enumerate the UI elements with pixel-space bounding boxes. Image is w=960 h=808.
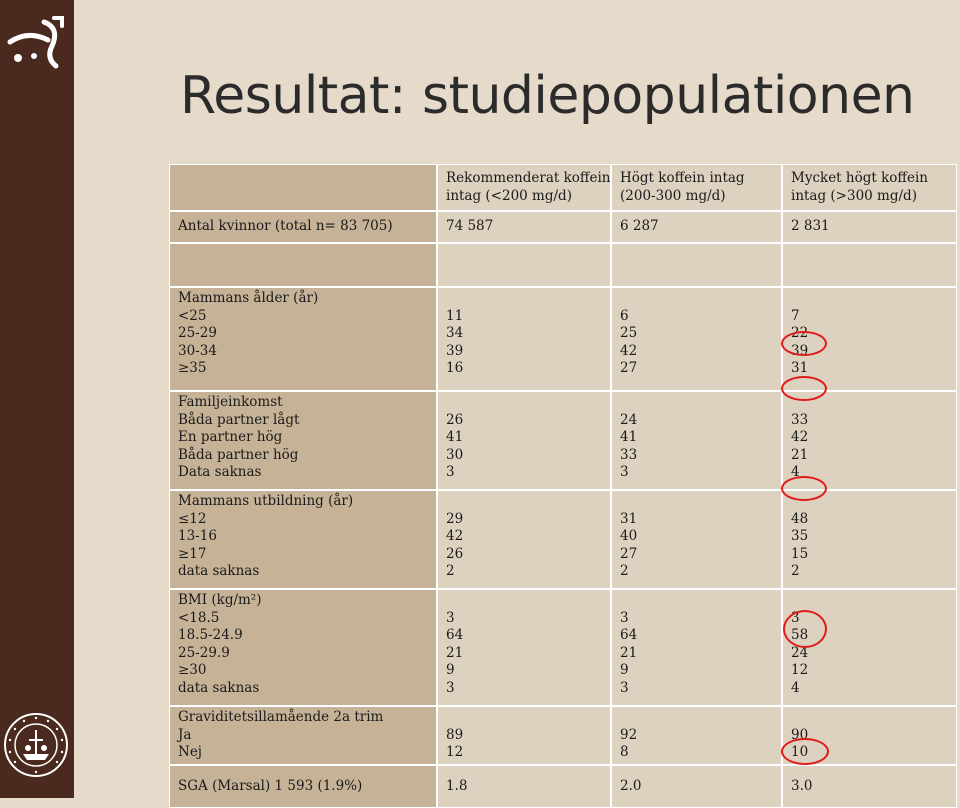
cell-line: 15 — [791, 545, 809, 562]
cell-line: 24 — [620, 411, 638, 428]
cell-line: 3.0 — [791, 777, 813, 794]
cell-line: 13-16 — [178, 528, 217, 544]
cell-line: 41 — [620, 429, 638, 445]
value-cell — [611, 391, 782, 490]
cell-line: ≥35 — [178, 360, 207, 376]
cell-line: En partner hög — [178, 429, 283, 445]
cell-line — [446, 394, 602, 412]
value-cell — [611, 243, 782, 287]
value-cell — [437, 391, 611, 490]
value-cell — [782, 243, 957, 287]
cell-line — [620, 290, 773, 308]
cell-line: 39 — [446, 342, 464, 359]
cell-line: 74 587 — [446, 218, 494, 235]
cell-line — [620, 493, 773, 511]
cell-line: 64 — [446, 627, 464, 643]
cell-line — [791, 493, 948, 511]
cell-line: intag (<200 mg/d) — [446, 187, 572, 204]
university-seal-icon — [3, 712, 69, 778]
cell-line: 42 — [620, 342, 638, 359]
value-cell — [437, 211, 611, 243]
cell-line: SGA (Marsal) 1 593 (1.9%) — [178, 777, 363, 794]
cell-line — [446, 592, 602, 610]
value-cell — [611, 706, 782, 765]
cell-line: 1.8 — [446, 777, 468, 794]
cell-line: 18.5-24.9 — [178, 627, 243, 643]
cell-line: 35 — [791, 528, 809, 544]
cell-line: 42 — [446, 528, 464, 544]
cell-line: 2 — [446, 563, 455, 579]
cell-line: 2 — [620, 563, 629, 579]
cell-line: 12 — [446, 744, 464, 760]
value-cell — [611, 490, 782, 589]
cell-line: 39 — [791, 342, 809, 359]
cell-line — [620, 592, 773, 610]
cell-line: 3 — [446, 464, 455, 480]
value-cell — [782, 211, 957, 243]
cell-line: Båda partner lågt — [178, 411, 300, 428]
cell-line: 7 — [791, 307, 800, 324]
value-cell — [611, 211, 782, 243]
value-cell — [437, 287, 611, 391]
cell-line: 3 — [620, 464, 629, 480]
header-cell-empty — [169, 164, 437, 211]
cell-line: 40 — [620, 528, 638, 544]
cell-line: 22 — [791, 325, 809, 341]
header-cell — [782, 164, 957, 211]
cell-line: 3 — [620, 679, 629, 696]
value-cell — [437, 589, 611, 706]
cell-line: Mammans utbildning (år) — [178, 493, 354, 509]
cell-line: 34 — [446, 325, 464, 341]
cell-line: 11 — [446, 307, 464, 324]
cell-line — [791, 592, 948, 610]
cell-line: 8 — [620, 744, 629, 760]
cell-line: 42 — [791, 429, 809, 445]
cell-line: Nej — [178, 744, 202, 760]
cell-line: 24 — [791, 644, 809, 661]
value-cell — [437, 243, 611, 287]
university-logo-icon — [4, 12, 68, 76]
cell-line: 16 — [446, 360, 464, 376]
cell-line: 9 — [620, 662, 629, 678]
cell-line: 90 — [791, 726, 809, 743]
row-label-cell — [169, 765, 437, 808]
cell-line: 4 — [791, 679, 800, 696]
cell-line: 6 287 — [620, 218, 659, 235]
cell-line: Data saknas — [178, 464, 262, 480]
row-label-cell — [169, 490, 437, 589]
cell-line: 25 — [620, 325, 638, 341]
cell-line: 2 — [791, 563, 800, 579]
value-cell — [437, 765, 611, 808]
cell-line: 26 — [446, 411, 464, 428]
cell-line: BMI (kg/m²) — [178, 592, 262, 608]
cell-line: data saknas — [178, 679, 260, 696]
cell-line: 27 — [620, 545, 638, 562]
row-label-cell — [169, 706, 437, 765]
cell-line: ≤12 — [178, 510, 207, 527]
cell-line: Familjeinkomst — [178, 394, 283, 410]
cell-line: Mycket högt koffein — [791, 170, 928, 186]
cell-line: Ja — [178, 726, 192, 743]
cell-line: 92 — [620, 726, 638, 743]
value-cell — [782, 287, 957, 391]
row-label-cell — [169, 211, 437, 243]
slide-title: Resultat: studiepopulationen — [180, 66, 915, 126]
results-table — [169, 164, 957, 794]
cell-line: ≥30 — [178, 662, 207, 678]
cell-line — [791, 394, 948, 412]
row-label-cell — [169, 391, 437, 490]
header-cell — [611, 164, 782, 211]
cell-line: 64 — [620, 627, 638, 643]
cell-line — [791, 709, 948, 727]
cell-line: 3 — [446, 609, 455, 626]
value-cell — [782, 490, 957, 589]
cell-line: 31 — [791, 360, 809, 376]
cell-line: 25-29.9 — [178, 644, 230, 661]
cell-line: 26 — [446, 545, 464, 562]
value-cell — [611, 589, 782, 706]
cell-line: Graviditetsillamående 2a trim — [178, 709, 384, 725]
value-cell — [782, 391, 957, 490]
header-cell — [437, 164, 611, 211]
cell-line: 4 — [791, 464, 800, 480]
cell-line: Rekommenderat koffein — [446, 170, 611, 186]
cell-line: 58 — [791, 627, 809, 643]
cell-line: 21 — [446, 644, 464, 661]
cell-line: ≥17 — [178, 545, 207, 562]
cell-line: 12 — [791, 662, 809, 678]
cell-line: 89 — [446, 726, 464, 743]
cell-line: 41 — [446, 429, 464, 445]
cell-line — [791, 290, 948, 308]
cell-line: 48 — [791, 510, 809, 527]
cell-line — [620, 709, 773, 727]
cell-line: 27 — [620, 360, 638, 376]
cell-line: 30 — [446, 446, 464, 463]
cell-line: (200-300 mg/d) — [620, 187, 726, 204]
cell-line: Mammans ålder (år) — [178, 290, 319, 306]
cell-line: intag (>300 mg/d) — [791, 187, 917, 204]
cell-line — [446, 290, 602, 308]
cell-line: 2 831 — [791, 218, 830, 235]
cell-line: 9 — [446, 662, 455, 678]
row-label-cell — [169, 243, 437, 287]
row-label-cell — [169, 287, 437, 391]
cell-line: data saknas — [178, 563, 260, 579]
sidebar-band — [0, 0, 74, 798]
cell-line: 30-34 — [178, 342, 217, 359]
cell-line: 3 — [446, 679, 455, 696]
cell-line: 21 — [791, 446, 809, 463]
cell-line: 2.0 — [620, 777, 642, 794]
cell-line: 6 — [620, 307, 629, 324]
value-cell — [437, 490, 611, 589]
value-cell — [437, 706, 611, 765]
cell-line: 33 — [620, 446, 638, 463]
cell-line — [446, 709, 602, 727]
cell-line: 3 — [791, 609, 800, 626]
row-label-cell — [169, 589, 437, 706]
cell-line: Båda partner hög — [178, 446, 299, 463]
cell-line — [620, 394, 773, 412]
cell-line: 33 — [791, 411, 809, 428]
value-cell — [782, 589, 957, 706]
cell-line: 29 — [446, 510, 464, 527]
cell-line: <25 — [178, 307, 207, 324]
value-cell — [782, 706, 957, 765]
value-cell — [611, 765, 782, 808]
cell-line: Högt koffein intag — [620, 170, 745, 186]
value-cell — [782, 765, 957, 808]
cell-line: 21 — [620, 644, 638, 661]
cell-line: 31 — [620, 510, 638, 527]
value-cell — [611, 287, 782, 391]
cell-line: <18.5 — [178, 609, 220, 626]
cell-line: Antal kvinnor (total n= 83 705) — [178, 218, 393, 235]
cell-line — [446, 493, 602, 511]
cell-line: 25-29 — [178, 325, 217, 341]
cell-line: 3 — [620, 609, 629, 626]
cell-line: 10 — [791, 744, 809, 760]
